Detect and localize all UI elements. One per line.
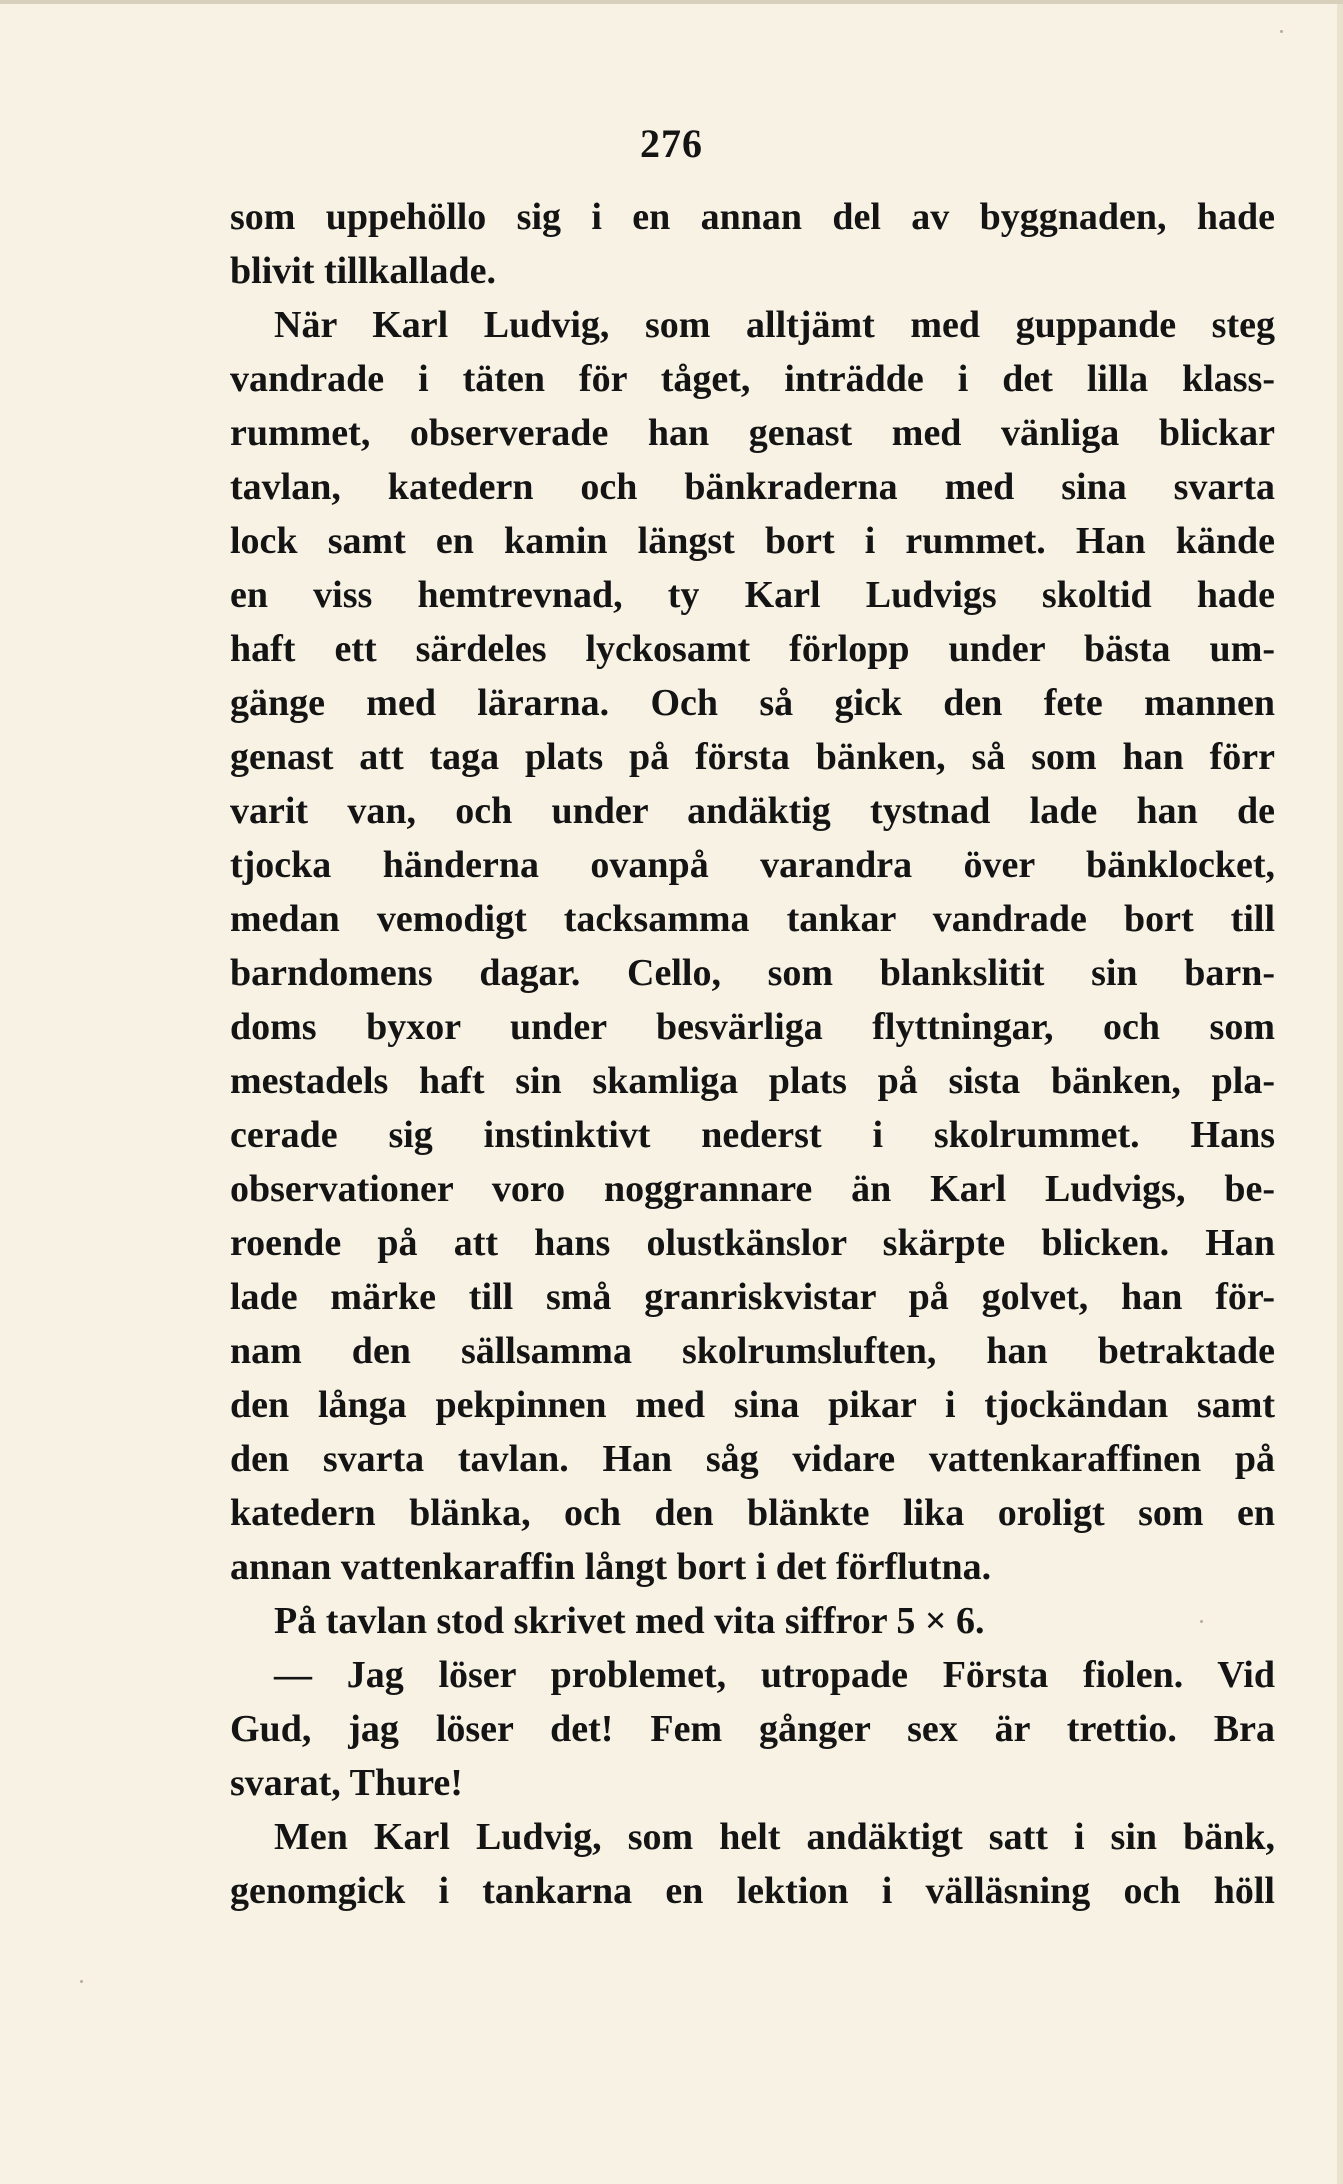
text-line: rummet, observerade han genast med vänliga blickar [230, 412, 1275, 454]
text-line: Men Karl Ludvig, som helt andäktigt satt i sin bänk, [274, 1816, 1275, 1858]
text-line: observationer voro noggrannare än Karl Ludvigs, be- [230, 1168, 1275, 1210]
text-line: gänge med lärarna. Och så gick den fete mannen [230, 682, 1275, 724]
text-line: Gud, jag löser det! Fem gånger sex är trettio. Bra [230, 1708, 1275, 1750]
page-number: 276 [640, 121, 703, 166]
text-line: haft ett särdeles lyckosamt förlopp under bästa um- [230, 628, 1275, 670]
body-text [230, 190, 1275, 1918]
text-line: När Karl Ludvig, som alltjämt med guppande steg [274, 304, 1275, 346]
paper-speck [1280, 30, 1283, 33]
paper-speck [80, 1980, 83, 1983]
text-line: genomgick i tankarna en lektion i välläsning och höll [230, 1870, 1275, 1912]
text-line: roende på att hans olustkänslor skärpte blicken. Han [230, 1222, 1275, 1264]
paper-speck [1200, 1620, 1203, 1623]
text-line: På tavlan stod skrivet med vita siffror 5 × 6. [274, 1600, 985, 1642]
text-line: cerade sig instinktivt nederst i skolrummet. Hans [230, 1114, 1275, 1156]
text-line: annan vattenkaraffin långt bort i det förflutna. [230, 1546, 992, 1588]
text-line: blivit tillkallade. [230, 250, 497, 292]
text-line: — Jag löser problemet, utropade Första fiolen. Vid [274, 1654, 1275, 1696]
text-line: vandrade i täten för tåget, inträdde i det lilla klass- [230, 358, 1275, 400]
text-line: genast att taga plats på första bänken, så som han förr [230, 736, 1275, 778]
text-line: svarat, Thure! [230, 1762, 463, 1804]
text-line: lock samt en kamin längst bort i rummet. Han kände [230, 520, 1275, 562]
text-line: tavlan, katedern och bänkraderna med sina svarta [230, 466, 1275, 508]
text-line: barndomens dagar. Cello, som blankslitit sin barn- [230, 952, 1275, 994]
text-line: den långa pekpinnen med sina pikar i tjockändan samt [230, 1384, 1275, 1426]
text-line: doms byxor under besvärliga flyttningar, och som [230, 1006, 1275, 1048]
text-line: nam den sällsamma skolrumsluften, han betraktade [230, 1330, 1275, 1372]
page-top-edge [0, 0, 1343, 4]
text-line: den svarta tavlan. Han såg vidare vattenkaraffinen på [230, 1438, 1275, 1480]
text-line: en viss hemtrevnad, ty Karl Ludvigs skoltid hade [230, 574, 1275, 616]
text-line: som uppehöllo sig i en annan del av byggnaden, hade [230, 196, 1275, 238]
text-line: katedern blänka, och den blänkte lika oroligt som en [230, 1492, 1275, 1534]
text-line: mestadels haft sin skamliga plats på sista bänken, pla- [230, 1060, 1275, 1102]
text-line: tjocka händerna ovanpå varandra över bänklocket, [230, 844, 1275, 886]
text-line: lade märke till små granriskvistar på golvet, han för- [230, 1276, 1275, 1318]
text-line: varit van, och under andäktig tystnad lade han de [230, 790, 1275, 832]
text-line: medan vemodigt tacksamma tankar vandrade bort till [230, 898, 1275, 940]
